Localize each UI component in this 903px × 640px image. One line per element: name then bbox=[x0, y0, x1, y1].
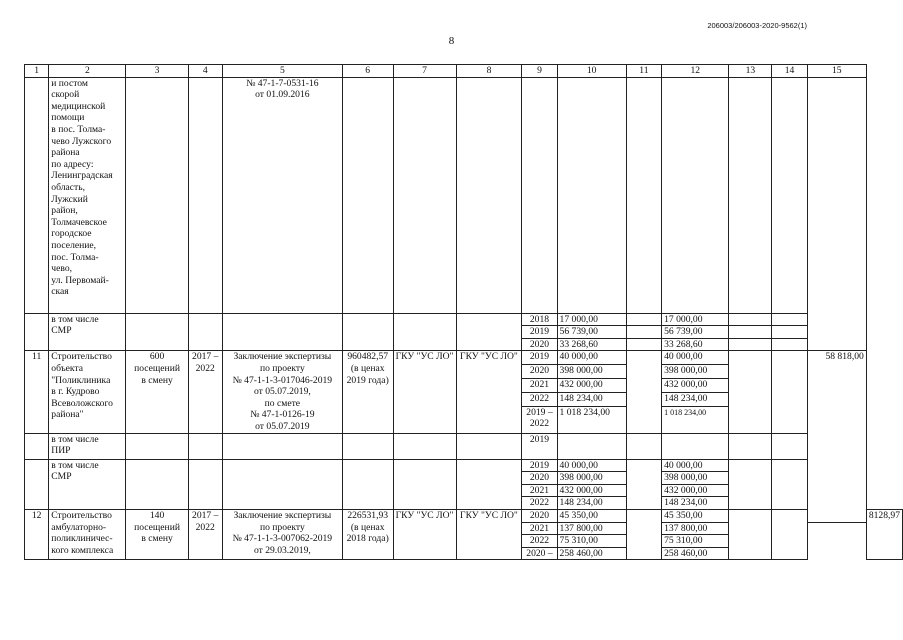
object-name: Строительство объекта "Поликлиника в г. Кудрово Всеволожского района" bbox=[49, 351, 126, 433]
page-number: 8 bbox=[448, 35, 455, 47]
year-cell: 2020 bbox=[522, 365, 557, 379]
amount-cell: 137 800,00 bbox=[662, 522, 729, 535]
year-cell: 2020 bbox=[522, 472, 557, 485]
row-number: 11 bbox=[25, 351, 49, 433]
column-header: 14 bbox=[772, 65, 807, 78]
amount-cell: 40 000,00 bbox=[662, 351, 729, 365]
amount-cell: 33 268,60 bbox=[662, 338, 729, 351]
customer: ГКУ "УС ЛО" bbox=[393, 509, 456, 559]
amount-cell: 398 000,00 bbox=[662, 365, 729, 379]
amount-cell: 56 739,00 bbox=[557, 326, 626, 339]
year-cell: 2021 bbox=[522, 379, 557, 393]
expertise-doc: Заключение экспертизы по проекту № 47-1-1-3-017046-2019 от 05.07.2019, по смете № 47-1-0126-19 от 05.07.2019 bbox=[222, 351, 342, 433]
document-reference: 206003/206003-2020-9562(1) bbox=[707, 21, 807, 30]
builder: ГКУ "УС ЛО" bbox=[456, 351, 522, 433]
estimated-cost: 960482,57 (в ценах 2019 года) bbox=[342, 351, 393, 433]
subrow-label: в том числе СМР bbox=[49, 459, 126, 509]
amount-cell: 148 234,00 bbox=[557, 393, 626, 407]
subrow-label: в том числе СМР bbox=[49, 313, 126, 351]
amount-cell: 40 000,00 bbox=[662, 459, 729, 472]
year-cell: 2018 bbox=[522, 313, 557, 326]
amount-cell: 148 234,00 bbox=[662, 497, 729, 510]
column-header: 9 bbox=[522, 65, 557, 78]
column-header: 8 bbox=[456, 65, 522, 78]
column-header: 5 bbox=[222, 65, 342, 78]
investment-table bbox=[24, 64, 903, 560]
year-cell: 2019 – 2022 bbox=[522, 406, 557, 433]
capacity: 600 посещений в смену bbox=[126, 351, 188, 433]
year-cell: 2019 bbox=[522, 351, 557, 365]
column-header: 3 bbox=[126, 65, 188, 78]
table-row bbox=[25, 351, 903, 365]
year-cell: 2019 bbox=[522, 459, 557, 472]
amount-cell: 40 000,00 bbox=[557, 459, 626, 472]
amount-cell: 45 350,00 bbox=[662, 509, 729, 522]
capacity: 140 посещений в смену bbox=[126, 509, 188, 559]
table-row bbox=[25, 459, 903, 472]
subrow-label: в том числе ПИР bbox=[49, 433, 126, 459]
column-15-value: 58 818,00 bbox=[807, 351, 866, 522]
year-cell: 2022 bbox=[522, 393, 557, 407]
amount-cell: 258 460,00 bbox=[662, 547, 729, 560]
expertise-doc: № 47-1-7-0531-16 от 01.09.2016 bbox=[222, 77, 342, 313]
year-cell: 2020 – bbox=[522, 547, 557, 560]
year-cell: 2020 bbox=[522, 338, 557, 351]
amount-cell: 1 018 234,00 bbox=[557, 406, 626, 433]
amount-cell: 258 460,00 bbox=[557, 547, 626, 560]
column-header: 15 bbox=[807, 65, 866, 78]
amount-cell: 398 000,00 bbox=[557, 365, 626, 379]
amount-cell: 45 350,00 bbox=[557, 509, 626, 522]
year-cell: 2019 bbox=[522, 326, 557, 339]
amount-cell: 148 234,00 bbox=[662, 393, 729, 407]
column-header: 13 bbox=[729, 65, 772, 78]
year-cell: 2020 bbox=[522, 509, 557, 522]
table-row bbox=[25, 313, 903, 326]
amount-cell: 137 800,00 bbox=[557, 522, 626, 535]
column-number-row bbox=[25, 65, 903, 78]
column-header: 4 bbox=[188, 65, 222, 78]
column-15-value: 8128,97 bbox=[866, 509, 902, 559]
column-header: 6 bbox=[342, 65, 393, 78]
amount-cell: 75 310,00 bbox=[557, 535, 626, 548]
object-name: Строительство амбулаторно- поликлиничес- кого комплекса bbox=[49, 509, 126, 559]
amount-cell: 17 000,00 bbox=[557, 313, 626, 326]
object-name: и постом скорой медицинской помощи в пос. Толма- чево Лужского района по адресу: Ленинградская область, Лужский район, Толмачевское городское поселение, пос. Толма- чево, ул. Первомай- ская bbox=[49, 77, 126, 313]
table-row bbox=[25, 433, 903, 459]
builder: ГКУ "УС ЛО" bbox=[456, 509, 522, 559]
year-cell: 2022 bbox=[522, 535, 557, 548]
period: 2017 – 2022 bbox=[188, 351, 222, 433]
amount-cell: 33 268,60 bbox=[557, 338, 626, 351]
customer: ГКУ "УС ЛО" bbox=[393, 351, 456, 433]
amount-cell: 40 000,00 bbox=[557, 351, 626, 365]
amount-cell: 17 000,00 bbox=[662, 313, 729, 326]
column-header: 7 bbox=[393, 65, 456, 78]
table-row bbox=[25, 509, 903, 522]
amount-cell: 148 234,00 bbox=[557, 497, 626, 510]
estimated-cost: 226531,93 (в ценах 2018 года) bbox=[342, 509, 393, 559]
period: 2017 – 2022 bbox=[188, 509, 222, 559]
year-cell: 2019 bbox=[522, 433, 557, 459]
column-header: 10 bbox=[557, 65, 626, 78]
amount-cell: 432 000,00 bbox=[662, 379, 729, 393]
amount-cell: 398 000,00 bbox=[557, 472, 626, 485]
table-row bbox=[25, 77, 903, 313]
amount-cell: 432 000,00 bbox=[662, 484, 729, 497]
column-header: 1 bbox=[25, 65, 49, 78]
amount-cell: 75 310,00 bbox=[662, 535, 729, 548]
column-header: 12 bbox=[662, 65, 729, 78]
amount-cell: 1 018 234,00 bbox=[662, 406, 729, 433]
year-cell: 2022 bbox=[522, 497, 557, 510]
amount-cell: 398 000,00 bbox=[662, 472, 729, 485]
column-header: 11 bbox=[626, 65, 661, 78]
expertise-doc: Заключение экспертизы по проекту № 47-1-1-3-007062-2019 от 29.03.2019, bbox=[222, 509, 342, 559]
amount-cell: 56 739,00 bbox=[662, 326, 729, 339]
row-number: 12 bbox=[25, 509, 49, 559]
year-cell: 2021 bbox=[522, 484, 557, 497]
column-header: 2 bbox=[49, 65, 126, 78]
amount-cell: 432 000,00 bbox=[557, 379, 626, 393]
amount-cell: 432 000,00 bbox=[557, 484, 626, 497]
year-cell: 2021 bbox=[522, 522, 557, 535]
